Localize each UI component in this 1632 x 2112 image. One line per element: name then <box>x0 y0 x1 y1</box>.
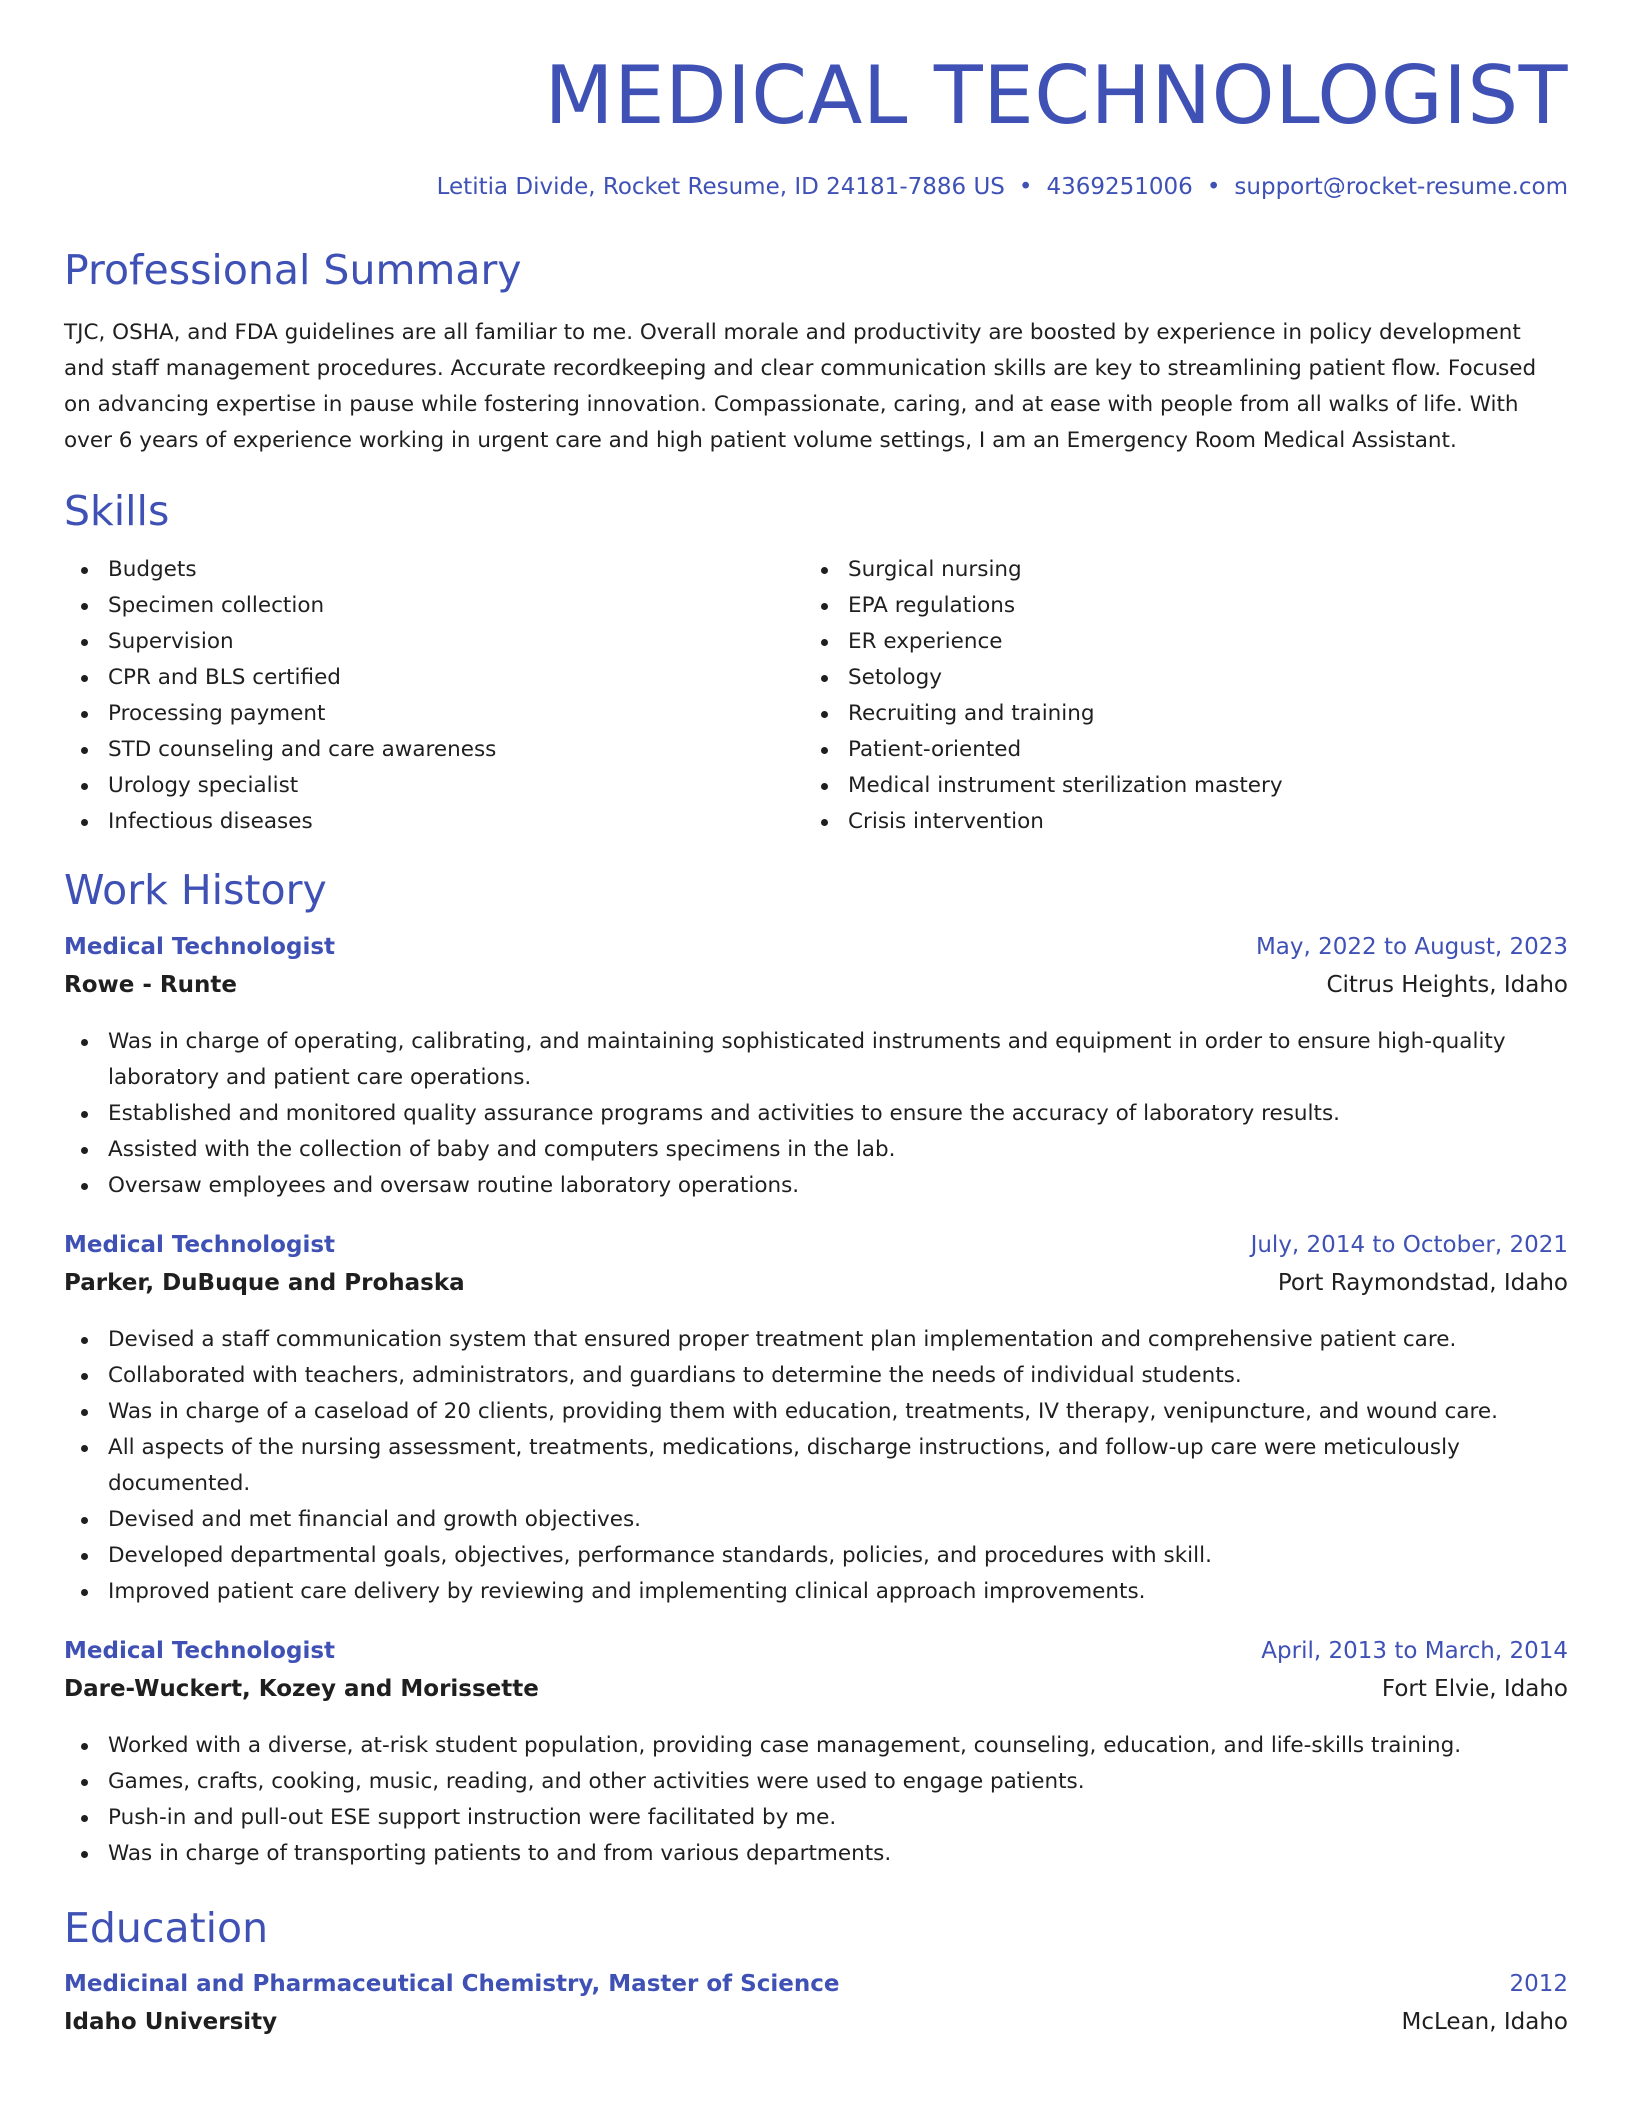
skills-heading: Skills <box>64 487 170 536</box>
education-school: Idaho University <box>64 2008 278 2035</box>
skill-item: Budgets <box>108 552 804 588</box>
summary-text: TJC, OSHA, and FDA guidelines are all familiar to me. Overall morale and productivity are boosted by experience in policy development and staff management procedures. Accurate recordkeeping and clear communication skills are key to streamlining patient flow. Focused on advancing expertise in pause while fostering innovation. Compassionate, caring, and at ease with people from all walks of life. With over 6 years of experience working in urgent care and high patient volume settings, I am an Emergency Room Medical Assistant. <box>64 320 1537 454</box>
job-company: Parker, DuBuque and Prohaska <box>64 1269 465 1296</box>
job-bullet: Games, crafts, cooking, music, reading, and other activities were used to engage patients. <box>108 1764 1568 1800</box>
education-entry <box>64 1971 1568 2047</box>
job-company-row <box>64 1270 1568 1308</box>
education-heading: Education <box>64 1903 269 1952</box>
skill-item: Urology specialist <box>108 768 804 804</box>
job-bullet: Was in charge of operating, calibrating, and maintaining sophisticated instruments and equipment in order to ensure high-quality laboratory and patient care operations. <box>108 1024 1568 1096</box>
contact-separator: • <box>1206 174 1221 200</box>
skill-item: Medical instrument sterilization mastery <box>848 768 1544 804</box>
job-title-row <box>64 1232 1568 1270</box>
summary-heading: Professional Summary <box>64 246 522 294</box>
job-title: Medical Technologist <box>64 933 336 960</box>
job-bullet: All aspects of the nursing assessment, treatments, medications, discharge instructions, and follow-up care were meticulously documented. <box>108 1430 1568 1502</box>
job-bullet: Devised and met financial and growth objectives. <box>108 1502 1568 1538</box>
job-entry <box>64 1638 1568 1872</box>
job-dates: May, 2022 to August, 2023 <box>1255 933 1568 960</box>
job-bullet: Oversaw employees and oversaw routine laboratory operations. <box>108 1168 1568 1204</box>
contact-phone: 4369251006 <box>1046 174 1193 200</box>
skill-item: Recruiting and training <box>848 696 1544 732</box>
job-location: Fort Elvie, Idaho <box>1381 1675 1568 1702</box>
job-location: Citrus Heights, Idaho <box>1326 971 1568 998</box>
job-bullet: Was in charge of a caseload of 20 clients, providing them with education, treatments, IV therapy, venipuncture, and wound care. <box>108 1394 1568 1430</box>
job-title-row <box>64 1638 1568 1676</box>
resume-header <box>64 0 1568 200</box>
job-bullet: Developed departmental goals, objectives, performance standards, policies, and procedures with skill. <box>108 1538 1568 1574</box>
job-entry <box>64 1232 1568 1610</box>
skills-list-left <box>64 552 804 840</box>
skill-item: Supervision <box>108 624 804 660</box>
contact-line <box>64 174 1568 200</box>
skill-item: Patient-oriented <box>848 732 1544 768</box>
job-bullet: Assisted with the collection of baby and computers specimens in the lab. <box>108 1132 1568 1168</box>
job-bullet: Improved patient care delivery by reviewing and implementing clinical approach improvements. <box>108 1574 1568 1610</box>
skill-item: ER experience <box>848 624 1544 660</box>
job-location: Port Raymondstad, Idaho <box>1277 1269 1568 1296</box>
job-bullets <box>64 1728 1568 1872</box>
contact-address: Letitia Divide, Rocket Resume, ID 24181-7886 US <box>436 174 1005 200</box>
work-history-heading: Work History <box>64 866 327 915</box>
job-company-row <box>64 972 1568 1010</box>
job-title-row <box>64 934 1568 972</box>
job-bullet: Worked with a diverse, at-risk student population, providing case management, counseling, education, and life-skills training. <box>108 1728 1568 1764</box>
skill-item: Crisis intervention <box>848 804 1544 840</box>
education-degree: Medicinal and Pharmaceutical Chemistry, Master of Science <box>64 1970 840 1997</box>
skills-list-right <box>804 552 1544 840</box>
skill-item: CPR and BLS certified <box>108 660 804 696</box>
skill-item: STD counseling and care awareness <box>108 732 804 768</box>
job-company: Rowe - Runte <box>64 971 237 998</box>
job-title: Medical Technologist <box>64 1637 336 1664</box>
job-company-row <box>64 1676 1568 1714</box>
job-company: Dare-Wuckert, Kozey and Morissette <box>64 1675 539 1702</box>
job-title: Medical Technologist <box>64 1231 336 1258</box>
job-dates: July, 2014 to October, 2021 <box>1250 1231 1568 1258</box>
education-year: 2012 <box>1509 1970 1568 1997</box>
job-bullet: Devised a staff communication system that ensured proper treatment plan implementation and comprehensive patient care. <box>108 1322 1568 1358</box>
skill-item: Processing payment <box>108 696 804 732</box>
job-dates: April, 2013 to March, 2014 <box>1261 1637 1568 1664</box>
job-bullet: Push-in and pull-out ESE support instruction were facilitated by me. <box>108 1800 1568 1836</box>
skill-item: Surgical nursing <box>848 552 1544 588</box>
skill-item: Specimen collection <box>108 588 804 624</box>
skill-item: Setology <box>848 660 1544 696</box>
skill-item: EPA regulations <box>848 588 1544 624</box>
job-bullets <box>64 1322 1568 1610</box>
education-location: McLean, Idaho <box>1401 2008 1568 2035</box>
job-bullet: Was in charge of transporting patients to and from various departments. <box>108 1836 1568 1872</box>
education-degree-row <box>64 1971 1568 2009</box>
job-bullet: Established and monitored quality assurance programs and activities to ensure the accuracy of laboratory results. <box>108 1096 1568 1132</box>
job-bullets <box>64 1024 1568 1204</box>
education-school-row <box>64 2009 1568 2047</box>
job-entry <box>64 934 1568 1204</box>
resume-name: MEDICAL TECHNOLOGIST <box>544 49 1568 142</box>
contact-email: support@rocket-resume.com <box>1234 174 1568 200</box>
skill-item: Infectious diseases <box>108 804 804 840</box>
skills-columns <box>64 552 1568 840</box>
contact-separator: • <box>1018 174 1033 200</box>
job-bullet: Collaborated with teachers, administrators, and guardians to determine the needs of individual students. <box>108 1358 1568 1394</box>
